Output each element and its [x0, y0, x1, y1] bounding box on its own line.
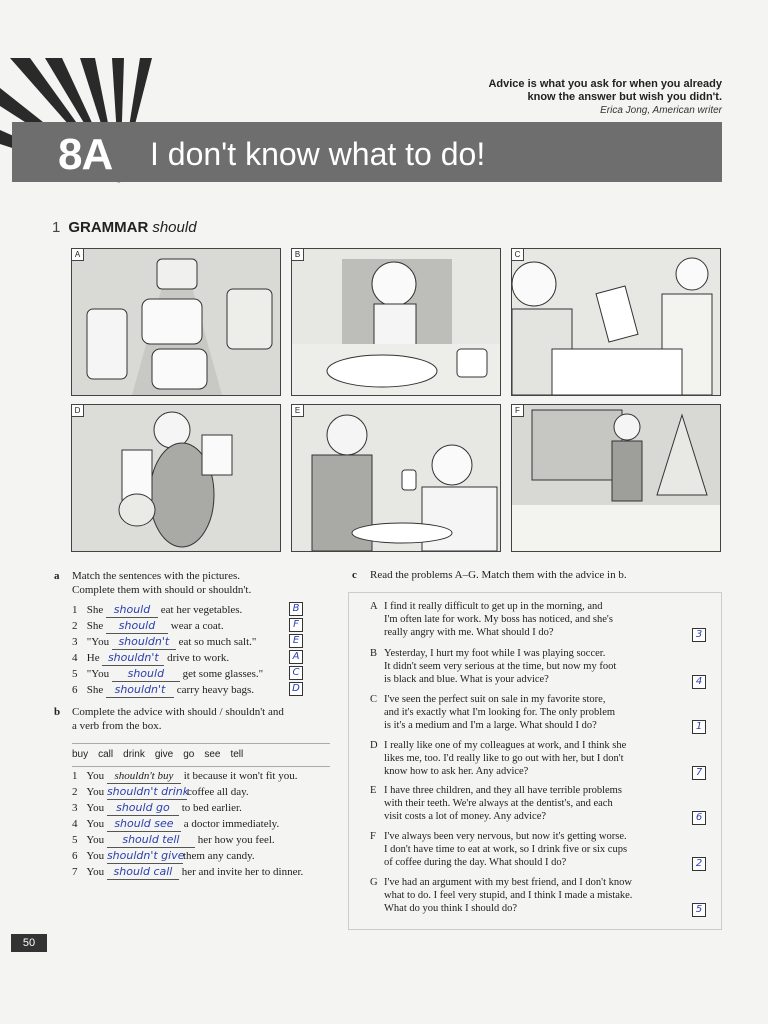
match-box[interactable]: 2: [692, 857, 706, 871]
picture-f: [511, 404, 721, 552]
problem-c: [370, 693, 690, 732]
part-b-instruction-1: Complete the advice with should / shouldn't and: [72, 706, 284, 718]
picture-b: [291, 248, 501, 396]
header-quote: [488, 78, 722, 117]
list-item: [72, 603, 242, 618]
item-number: 1: [72, 770, 78, 782]
item-text: He: [86, 652, 100, 664]
item-text: She: [86, 620, 104, 632]
problem-letter: D: [370, 740, 378, 751]
item-text: You: [86, 770, 105, 782]
problem-line: is it's a medium and I'm a large. What should I do?: [384, 720, 597, 731]
word-box: [72, 743, 330, 767]
match-box[interactable]: A: [289, 650, 303, 664]
item-number: 3: [72, 636, 78, 648]
picture-d: [71, 404, 281, 552]
problem-line: I've always been very nervous, but now it's getting worse.: [384, 831, 627, 842]
picture-label: E: [292, 405, 304, 417]
item-text: eat so much salt.": [178, 636, 257, 648]
answer-field[interactable]: shouldn't drink: [106, 785, 190, 798]
woman-shopping-bags-icon: [72, 405, 280, 551]
answer-field[interactable]: should: [106, 619, 168, 634]
item-number: 5: [72, 668, 78, 680]
item-number: 4: [72, 818, 78, 830]
problem-g: [370, 876, 690, 915]
section-number: 1: [52, 219, 61, 236]
answer-field[interactable]: should call: [107, 865, 179, 880]
part-a-instruction-1: Match the sentences with the pictures.: [72, 570, 241, 582]
problem-line: what to do. I feel very stupid, and I think I made a mistake.: [384, 890, 633, 901]
section-subtitle: should: [152, 219, 197, 236]
section-title: GRAMMAR: [68, 219, 149, 236]
list-item: [72, 619, 224, 634]
item-text: wear a coat.: [170, 620, 224, 632]
answer-field[interactable]: should: [106, 603, 158, 618]
problem-line: It didn't seem very serious at the time, but now my foot: [384, 661, 617, 672]
picture-label: B: [292, 249, 304, 261]
problem-line: of coffee during the day. What should I do?: [384, 857, 567, 868]
part-a-letter: a: [54, 570, 60, 582]
problem-line: I'm often late for work. My boss has noticed, and she's: [384, 614, 613, 625]
list-item: [72, 817, 279, 832]
item-number: 3: [72, 802, 78, 814]
section-heading: [52, 219, 197, 236]
answer-field[interactable]: shouldn't: [112, 635, 176, 650]
item-number: 5: [72, 834, 78, 846]
item-text: She: [86, 604, 104, 616]
problem-letter: C: [370, 694, 378, 705]
sick-girl-icon: [292, 249, 500, 395]
match-box[interactable]: 3: [692, 628, 706, 642]
item-number: 2: [72, 620, 78, 632]
item-text: her and invite her to dinner.: [181, 866, 304, 878]
problem-letter: G: [370, 877, 378, 888]
answer-field[interactable]: shouldn't give: [106, 849, 185, 862]
problem-line: I really like one of my colleagues at work, and I think she: [384, 740, 627, 751]
problem-line: likes me, too. I'd really like to go out with her, but I don't: [384, 753, 624, 764]
problem-e: [370, 784, 690, 823]
item-text: "You: [86, 636, 110, 648]
answer-field[interactable]: should see: [107, 817, 181, 832]
word: call: [98, 749, 114, 760]
match-box[interactable]: 7: [692, 766, 706, 780]
match-box[interactable]: B: [289, 602, 303, 616]
answer-field[interactable]: shouldn't: [102, 651, 164, 666]
answer-field[interactable]: should: [112, 667, 180, 682]
match-box[interactable]: C: [289, 666, 303, 680]
picture-e: [291, 404, 501, 552]
list-item: [72, 801, 242, 816]
problem-b: [370, 647, 690, 686]
list-item: [72, 849, 255, 864]
picture-label: F: [512, 405, 524, 417]
word: give: [154, 749, 174, 760]
problem-letter: A: [370, 601, 378, 612]
list-item: [72, 667, 263, 682]
match-box[interactable]: D: [289, 682, 303, 696]
word: drink: [123, 749, 145, 760]
problem-letter: E: [370, 785, 377, 796]
item-number: 2: [72, 786, 78, 798]
item-text: You: [86, 850, 105, 862]
problem-line: Yesterday, I hurt my foot while I was playing soccer.: [384, 648, 606, 659]
problem-line: visit costs a lot of money. Any advice?: [384, 811, 547, 822]
match-box[interactable]: F: [289, 618, 303, 632]
item-text: "You: [86, 668, 110, 680]
word: go: [183, 749, 195, 760]
unit-number: 8A: [58, 130, 113, 179]
answer-field[interactable]: shouldn't: [106, 683, 174, 698]
match-box[interactable]: 6: [692, 811, 706, 825]
problem-line: What do you think I should do?: [384, 903, 517, 914]
item-text: She: [86, 684, 104, 696]
item-text: eat her vegetables.: [160, 604, 243, 616]
item-number: 4: [72, 652, 78, 664]
picture-c: [511, 248, 721, 396]
item-text: her how you feel.: [197, 834, 275, 846]
match-box[interactable]: 5: [692, 903, 706, 917]
problem-line: and it's exactly what I'm looking for. The only problem: [384, 707, 616, 718]
answer-field[interactable]: should go: [107, 801, 179, 816]
answer-field[interactable]: should tell: [107, 833, 195, 848]
item-text: it because it won't fit you.: [183, 770, 298, 782]
problem-line: I have three children, and they all have terrible problems: [384, 785, 622, 796]
item-text: a doctor immediately.: [183, 818, 280, 830]
problem-letter: B: [370, 648, 378, 659]
salt-shaker-icon: [292, 405, 500, 551]
item-number: 6: [72, 850, 78, 862]
picture-label: D: [72, 405, 84, 417]
problem-line: I've had an argument with my best friend, and I don't know: [384, 877, 632, 888]
part-b-letter: b: [54, 706, 61, 718]
problem-line: is black and blue. What is your advice?: [384, 674, 549, 685]
part-a-instruction-2: Complete them with should or shouldn't.: [72, 584, 252, 596]
item-number: 1: [72, 604, 78, 616]
item-text: to bed earlier.: [181, 802, 242, 814]
problem-line: I don't have time to eat at work, so I drink five or six cups: [384, 844, 628, 855]
answer-field[interactable]: shouldn't buy: [107, 769, 181, 784]
quote-line-1: Advice is what you ask for when you already: [488, 78, 722, 90]
picture-a: [71, 248, 281, 396]
problem-letter: F: [370, 831, 376, 842]
quote-line-2: know the answer but wish you didn't.: [527, 91, 722, 103]
list-item: [72, 785, 249, 800]
word: see: [204, 749, 221, 760]
menu-couple-icon: [512, 249, 720, 395]
part-c-letter: c: [352, 569, 357, 581]
part-c-instruction: Read the problems A–G. Match them with the advice in b.: [370, 569, 627, 581]
match-box[interactable]: 1: [692, 720, 706, 734]
item-text: You: [86, 786, 105, 798]
item-text: them any candy.: [182, 850, 255, 862]
list-item: [72, 651, 229, 666]
match-box[interactable]: 4: [692, 675, 706, 689]
woman-snow-icon: [512, 405, 720, 551]
list-item: [72, 683, 254, 698]
problem-d: [370, 739, 690, 778]
item-text: carry heavy bags.: [176, 684, 255, 696]
item-text: drive to work.: [167, 652, 230, 664]
problem-a: [370, 600, 690, 639]
item-number: 6: [72, 684, 78, 696]
page-title: I don't know what to do!: [150, 136, 486, 172]
picture-label: C: [512, 249, 524, 261]
word: buy: [72, 749, 89, 760]
problem-line: I've seen the perfect suit on sale in my favorite store,: [384, 694, 606, 705]
item-text: You: [86, 866, 105, 878]
traffic-jam-icon: [72, 249, 280, 395]
item-text: get some glasses.": [182, 668, 264, 680]
item-text: You: [86, 802, 105, 814]
list-item: [72, 769, 297, 784]
item-number: 7: [72, 866, 78, 878]
item-text: You: [86, 818, 105, 830]
problem-line: I find it really difficult to get up in the morning, and: [384, 601, 603, 612]
list-item: [72, 635, 256, 650]
item-text: coffee all day.: [186, 786, 249, 798]
problem-f: [370, 830, 690, 869]
list-item: [72, 833, 275, 848]
item-text: You: [86, 834, 105, 846]
word: tell: [230, 749, 244, 760]
problem-line: really angry with me. What should I do?: [384, 627, 554, 638]
list-item: [72, 865, 303, 880]
problem-line: know how to ask her. Any advice?: [384, 766, 529, 777]
match-box[interactable]: E: [289, 634, 303, 648]
page-number: 50: [11, 934, 47, 952]
part-b-instruction-2: a verb from the box.: [72, 720, 162, 732]
quote-author: Erica Jong, American writer: [600, 105, 722, 116]
picture-label: A: [72, 249, 84, 261]
problem-line: with their teeth. We're always at the dentist's, and each: [384, 798, 613, 809]
